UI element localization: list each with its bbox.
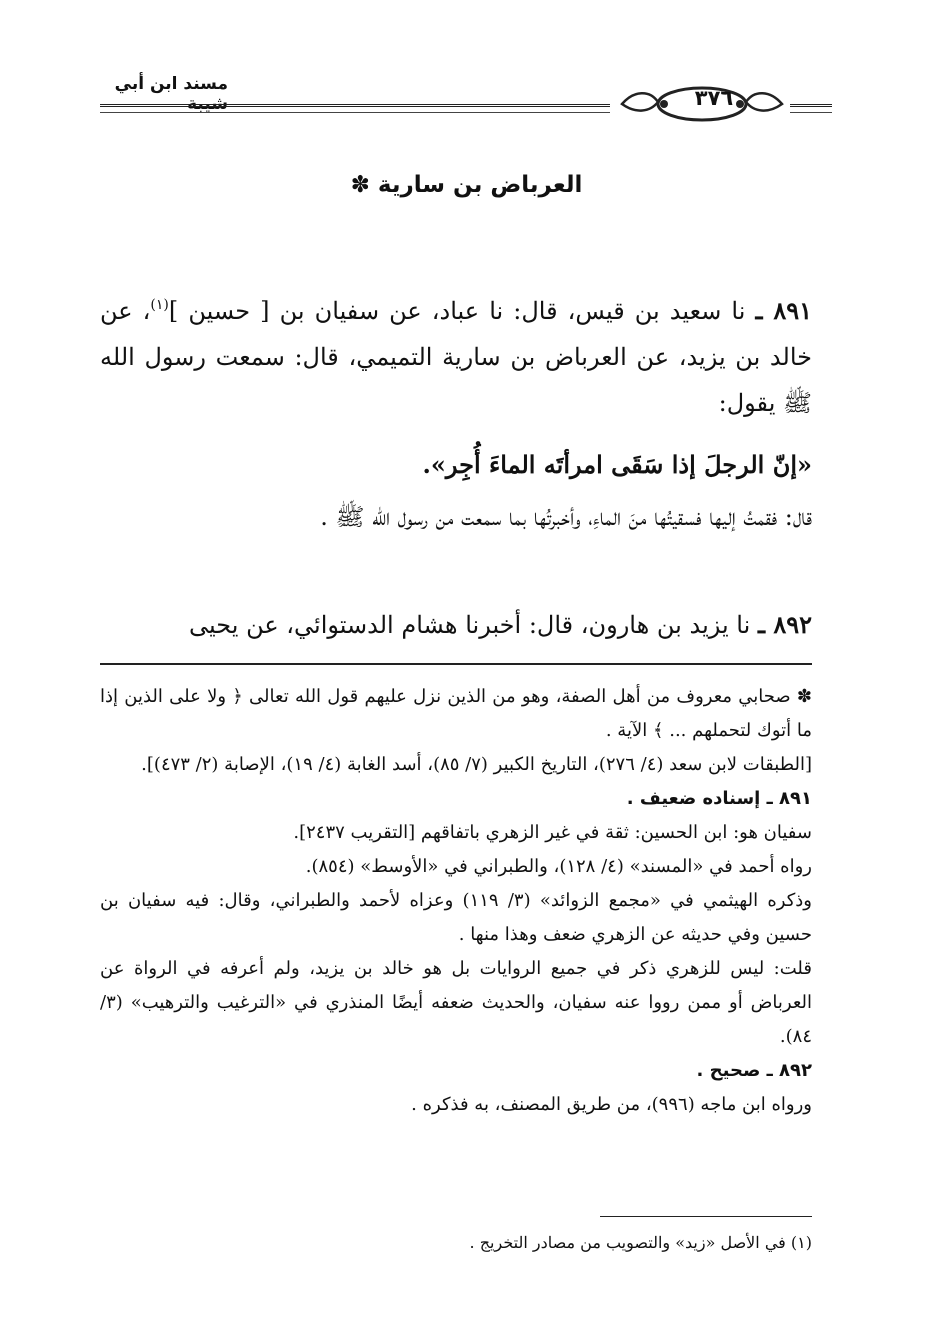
hadith-matn-text: «إنّ الرجلَ إذا سَقَى امرأتَه الماءَ أُجِر».: [422, 450, 812, 479]
header-rule: [100, 112, 610, 113]
hadith-number: ٨٩١ ـ: [755, 296, 812, 325]
footnote-divider: [600, 1216, 812, 1217]
hadith-891: [100, 282, 812, 426]
note-companion: ✽ صحابي معروف من أهل الصفة، وهو من الذين نزل عليهم قول الله تعالى ﴿ ولا على الذين إذا ما أتوك لتحملهم ... ﴾ الآية .: [100, 686, 812, 741]
hadith-matn: [100, 442, 812, 488]
note-ibn-majah: ورواه ابن ماجه (٩٩٦)، من طريق المصنف، به فذكره .: [411, 1094, 812, 1115]
running-header-title: مسند ابن أبي شيبة: [114, 74, 228, 114]
footnote-marker: (١): [150, 297, 169, 313]
hadith-narration: [100, 494, 812, 540]
header-rule: [100, 104, 610, 107]
note-grade-891: ٨٩١ ـ إسناده ضعيف .: [626, 788, 812, 809]
page-number: ٣٧٦: [694, 86, 734, 110]
note-narrator: سفيان هو: ابن الحسين: ثقة في غير الزهري باتفاقهم [التقريب ٢٤٣٧].: [293, 822, 812, 843]
footnote: (١) في الأصل «زيد» والتصويب من مصادر التخريج .: [469, 1233, 812, 1252]
note-grade-892: ٨٩٢ ـ صحيح .: [696, 1060, 812, 1081]
hadith-narration-text: قال: فقمتُ إليها فسقيتُها منَ الماءِ، وأخبرتُها بما سمعت من رسول الله ﷺ .: [320, 503, 812, 531]
note-comment: قلت: ليس للزهري ذكر في جميع الروايات بل هو خالد بن يزيد، ولم أعرفه في الرواة عن العرباض أو ممن رووا عنه سفيان، والحديث ضعفه أيضًا المنذري في «الترغيب والترهيب» (٣/ ٨٤).: [100, 958, 813, 1047]
hadith-chain: نا سعيد بن قيس، قال: نا عباد، عن سفيان بن [ حسين ]: [168, 297, 746, 325]
hadith-number: ٨٩٢ ـ: [757, 610, 812, 639]
hadith-chain: نا يزيد بن هارون، قال: أخبرنا هشام الدستوائي، عن يحيى: [189, 611, 751, 639]
note-haythami: وذكره الهيثمي في «مجمع الزوائد» (٣/ ١١٩) وعزاه لأحمد والطبراني، وقال: فيه سفيان بن حسين وفي حديثه عن الزهري ضعف وهذا منها .: [100, 890, 812, 945]
note-sources: [الطبقات لابن سعد (٤/ ٢٧٦)، التاريخ الكبير (٧/ ٨٥)، أسد الغابة (٤/ ١٩)، الإصابة (٢/ ٤٧٣)].: [141, 754, 812, 775]
header-rule: [790, 112, 832, 113]
header-rule: [790, 104, 832, 107]
commentary-notes: [100, 680, 812, 1122]
hadith-chain-continued: ، عن خالد بن يزيد، عن العرباض بن سارية التميمي، قال: سمعت رسول الله ﷺ يقول:: [100, 297, 812, 417]
notes-divider: [100, 663, 812, 665]
hadith-892: [100, 602, 812, 648]
section-title: العرباض بن سارية ✽: [350, 172, 583, 198]
note-takhrij: رواه أحمد في «المسند» (٤/ ١٢٨)، والطبراني في «الأوسط» (٨٥٤).: [305, 856, 812, 877]
